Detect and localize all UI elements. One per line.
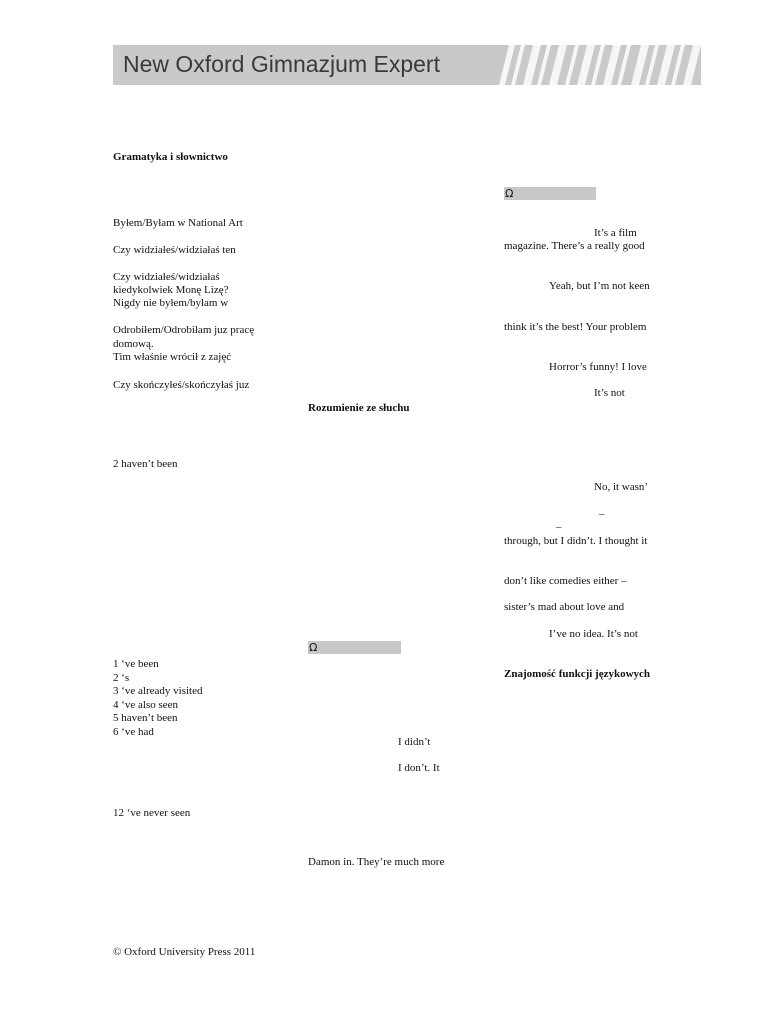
text-line: – xyxy=(599,508,605,520)
text-line: Damon in. They’re much more xyxy=(308,856,445,868)
audio-track-bar xyxy=(504,187,596,200)
text-line: 2 haven’t been xyxy=(113,458,178,470)
section-heading-language-functions: Znajomość funkcji językowych xyxy=(504,668,651,680)
text-line: It’s not xyxy=(594,387,625,399)
answer-line: 3 ‘ve already visited xyxy=(113,685,203,697)
header-title: New Oxford Gimnazjum Expert xyxy=(123,51,440,77)
answer-line: 6 ‘ve had xyxy=(113,726,154,738)
copyright-footer: © Oxford University Press 2011 xyxy=(113,946,256,958)
text-line: I don’t. It xyxy=(398,762,440,774)
answer-line: 4 ‘ve also seen xyxy=(113,699,179,711)
answer-line: 1 ‘ve been xyxy=(113,658,159,670)
section-heading-grammar: Gramatyka i słownictwo xyxy=(113,151,228,163)
text-line: I’ve no idea. It’s not xyxy=(549,628,638,640)
answer-line: 12 ‘ve never seen xyxy=(113,807,191,819)
audio-omega-icon: Ω xyxy=(505,187,514,200)
text-line: through, but I didn’t. I thought it xyxy=(504,535,648,547)
text-line: magazine. There’s a really good xyxy=(504,240,645,252)
text-line: – xyxy=(556,521,562,533)
text-line: No, it wasn’ xyxy=(594,481,649,493)
answer-line: 5 haven’t been xyxy=(113,712,178,724)
text-line: Yeah, but I’m not keen xyxy=(549,280,650,292)
text-line: Odrobiłem/Odrobiłam juz pracę xyxy=(113,324,255,336)
text-line: kiedykolwiek Monę Lizę? xyxy=(113,284,229,296)
text-line: Czy skończyłeś/skończyłaś juz xyxy=(113,379,250,391)
text-line: Czy widziałeś/widziałaś xyxy=(113,271,220,283)
decorative-stripes xyxy=(491,45,701,85)
text-line: Byłem/Byłam w National Art xyxy=(113,217,243,229)
text-line: It’s a film xyxy=(594,227,637,239)
text-line: I didn’t xyxy=(398,736,431,748)
text-line: Czy widziałeś/widziałaś ten xyxy=(113,244,236,256)
text-line: domową. xyxy=(113,338,154,350)
text-line: Tim właśnie wrócił z zajęć xyxy=(113,351,232,363)
text-line: Nigdy nie byłem/byłam w xyxy=(113,297,229,309)
answer-line: 2 ‘s xyxy=(113,672,130,684)
section-heading-listening: Rozumienie ze słuchu xyxy=(308,402,410,414)
audio-track-bar xyxy=(308,641,401,654)
text-line: Horror’s funny! I love xyxy=(549,361,647,373)
header-banner xyxy=(113,45,701,85)
text-line: sister’s mad about love and xyxy=(504,601,625,613)
text-line: think it’s the best! Your problem xyxy=(504,321,647,333)
audio-omega-icon: Ω xyxy=(309,641,318,654)
text-line: don’t like comedies either – xyxy=(504,575,627,587)
